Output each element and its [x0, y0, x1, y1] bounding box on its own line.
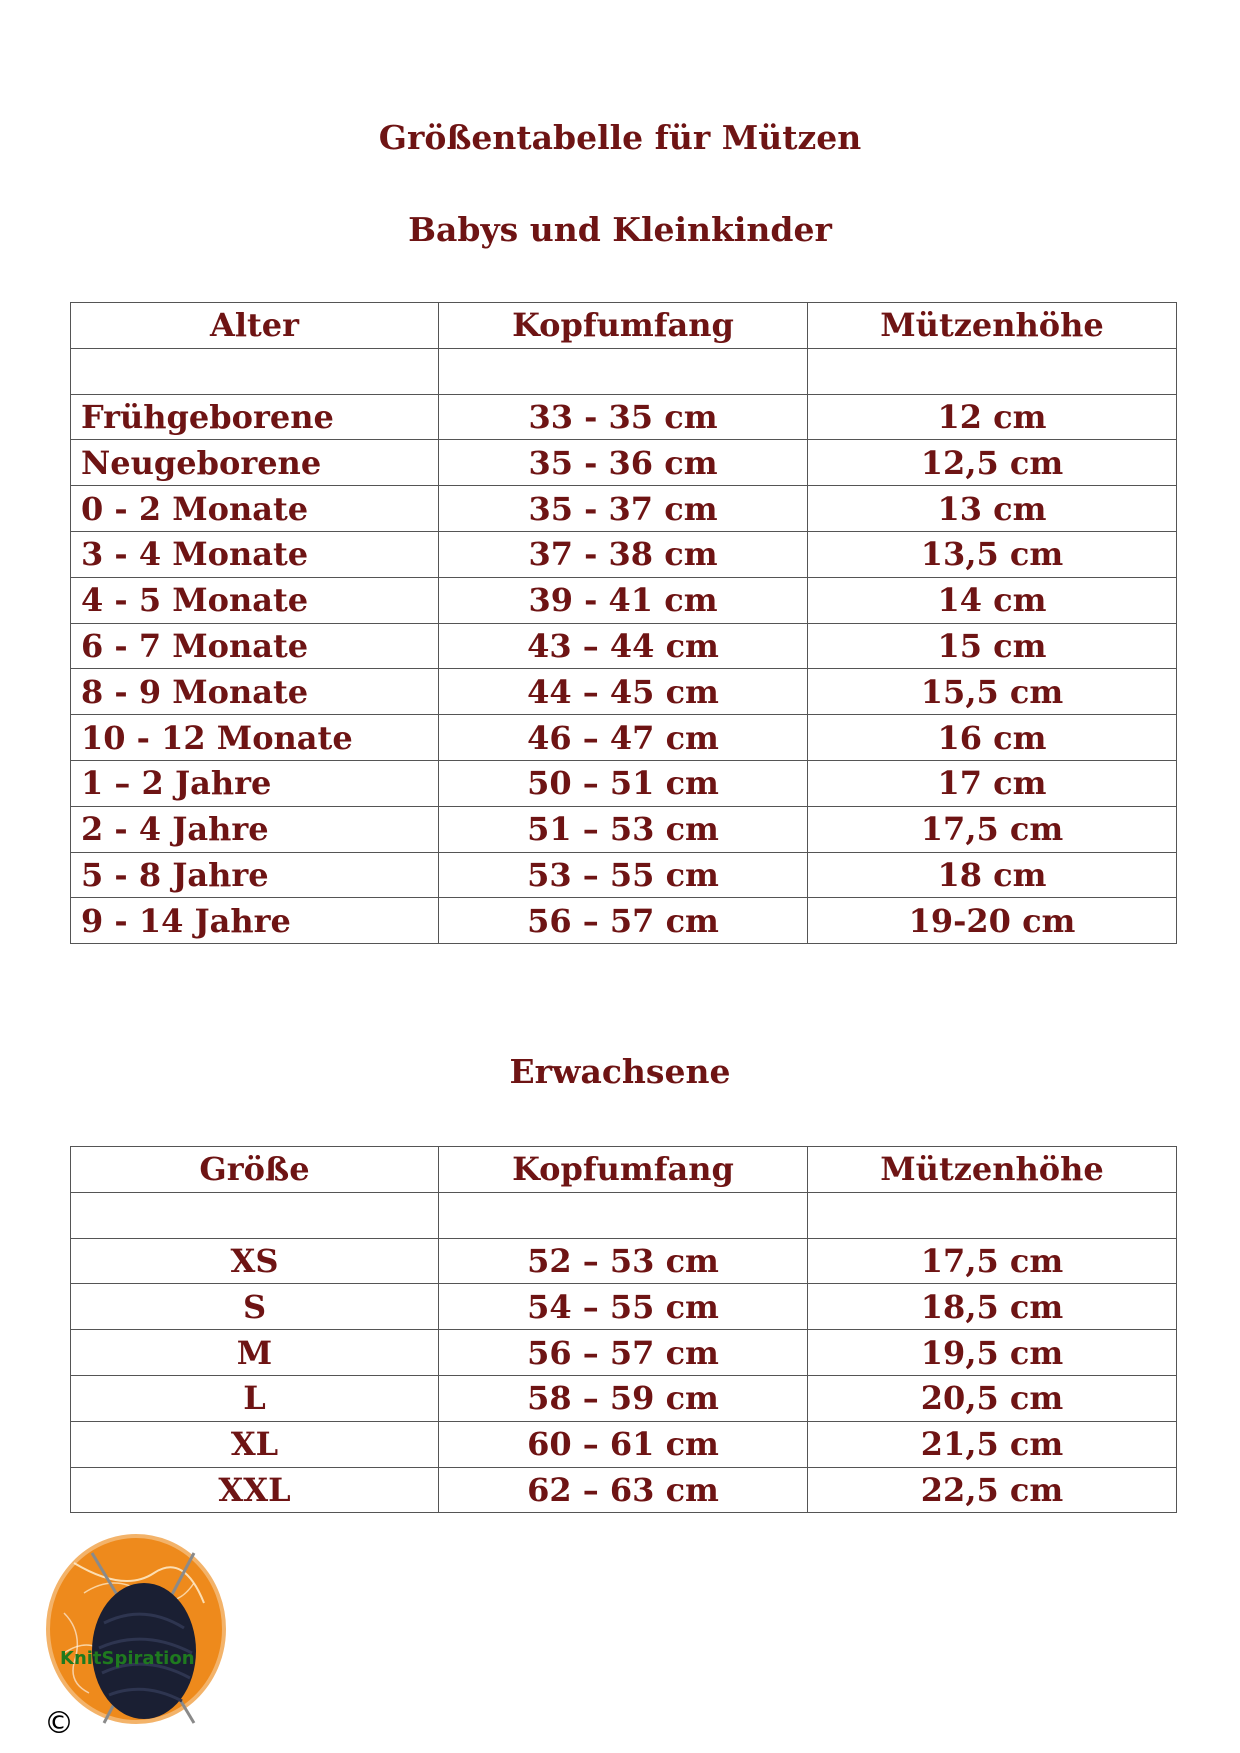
table-row: [71, 898, 1177, 944]
adults-size-table: [70, 1146, 1177, 1513]
hat-height-cell: 12 cm: [808, 394, 1177, 440]
hat-height-cell: 17,5 cm: [808, 1238, 1177, 1284]
age-cell: 1 – 2 Jahre: [71, 760, 439, 806]
head-circumference-cell: 50 – 51 cm: [439, 760, 808, 806]
table-spacer-row: [71, 348, 1177, 394]
head-circumference-cell: 54 – 55 cm: [439, 1284, 808, 1330]
column-header-size: Größe: [71, 1147, 439, 1193]
hat-height-cell: 18,5 cm: [808, 1284, 1177, 1330]
hat-height-cell: 15 cm: [808, 623, 1177, 669]
hat-height-cell: 20,5 cm: [808, 1375, 1177, 1421]
head-circumference-cell: 56 – 57 cm: [439, 1330, 808, 1376]
table-row: [71, 715, 1177, 761]
head-circumference-cell: 43 – 44 cm: [439, 623, 808, 669]
size-cell: XXL: [71, 1467, 439, 1513]
hat-height-cell: 12,5 cm: [808, 440, 1177, 486]
age-cell: 3 - 4 Monate: [71, 531, 439, 577]
head-circumference-cell: 56 – 57 cm: [439, 898, 808, 944]
size-cell: S: [71, 1284, 439, 1330]
table-header-row: [71, 1147, 1177, 1193]
table-row: [71, 486, 1177, 532]
age-cell: Neugeborene: [71, 440, 439, 486]
table-row: [71, 394, 1177, 440]
age-cell: 9 - 14 Jahre: [71, 898, 439, 944]
hat-height-cell: 21,5 cm: [808, 1421, 1177, 1467]
age-cell: 10 - 12 Monate: [71, 715, 439, 761]
table-row: [71, 531, 1177, 577]
head-circumference-cell: 53 – 55 cm: [439, 852, 808, 898]
age-cell: 4 - 5 Monate: [71, 577, 439, 623]
column-header-hat-height: Mützenhöhe: [808, 1147, 1177, 1193]
hat-height-cell: 15,5 cm: [808, 669, 1177, 715]
logo-wordmark: KnitSpiration: [60, 1648, 195, 1669]
column-header-hat-height: Mützenhöhe: [808, 303, 1177, 349]
head-circumference-cell: 33 - 35 cm: [439, 394, 808, 440]
age-cell: 5 - 8 Jahre: [71, 852, 439, 898]
table-row: [71, 623, 1177, 669]
hat-height-cell: 19,5 cm: [808, 1330, 1177, 1376]
section-heading-kids: Babys und Kleinkinder: [408, 210, 832, 249]
table-header-row: [71, 303, 1177, 349]
hat-height-cell: 14 cm: [808, 577, 1177, 623]
hat-height-cell: 13,5 cm: [808, 531, 1177, 577]
table-row: [71, 806, 1177, 852]
head-circumference-cell: 46 – 47 cm: [439, 715, 808, 761]
table-row: [71, 852, 1177, 898]
section-heading-adults: Erwachsene: [509, 1052, 731, 1091]
size-cell: L: [71, 1375, 439, 1421]
hat-height-cell: 17,5 cm: [808, 806, 1177, 852]
column-header-age: Alter: [71, 303, 439, 349]
table-row: [71, 1284, 1177, 1330]
copyright-symbol: ©: [44, 1706, 74, 1741]
head-circumference-cell: 35 - 37 cm: [439, 486, 808, 532]
hat-height-cell: 22,5 cm: [808, 1467, 1177, 1513]
table-row: [71, 1238, 1177, 1284]
head-circumference-cell: 58 – 59 cm: [439, 1375, 808, 1421]
size-cell: XS: [71, 1238, 439, 1284]
table-row: [71, 1467, 1177, 1513]
hat-height-cell: 18 cm: [808, 852, 1177, 898]
age-cell: 2 - 4 Jahre: [71, 806, 439, 852]
table-row: [71, 760, 1177, 806]
table-row: [71, 669, 1177, 715]
hat-height-cell: 16 cm: [808, 715, 1177, 761]
table-row: [71, 1421, 1177, 1467]
age-cell: 0 - 2 Monate: [71, 486, 439, 532]
age-cell: Frühgeborene: [71, 394, 439, 440]
head-circumference-cell: 37 - 38 cm: [439, 531, 808, 577]
hat-height-cell: 13 cm: [808, 486, 1177, 532]
table-spacer-row: [71, 1192, 1177, 1238]
age-cell: 6 - 7 Monate: [71, 623, 439, 669]
page-title: Größentabelle für Mützen: [378, 118, 862, 157]
size-cell: XL: [71, 1421, 439, 1467]
head-circumference-cell: 39 - 41 cm: [439, 577, 808, 623]
head-circumference-cell: 60 – 61 cm: [439, 1421, 808, 1467]
head-circumference-cell: 44 – 45 cm: [439, 669, 808, 715]
head-circumference-cell: 35 - 36 cm: [439, 440, 808, 486]
column-header-head-circumference: Kopfumfang: [439, 1147, 808, 1193]
table-row: [71, 1330, 1177, 1376]
table-row: [71, 1375, 1177, 1421]
kids-size-table: [70, 302, 1177, 944]
table-row: [71, 577, 1177, 623]
size-cell: M: [71, 1330, 439, 1376]
age-cell: 8 - 9 Monate: [71, 669, 439, 715]
head-circumference-cell: 51 – 53 cm: [439, 806, 808, 852]
head-circumference-cell: 52 – 53 cm: [439, 1238, 808, 1284]
head-circumference-cell: 62 – 63 cm: [439, 1467, 808, 1513]
hat-height-cell: 17 cm: [808, 760, 1177, 806]
column-header-head-circumference: Kopfumfang: [439, 303, 808, 349]
table-row: [71, 440, 1177, 486]
hat-height-cell: 19-20 cm: [808, 898, 1177, 944]
